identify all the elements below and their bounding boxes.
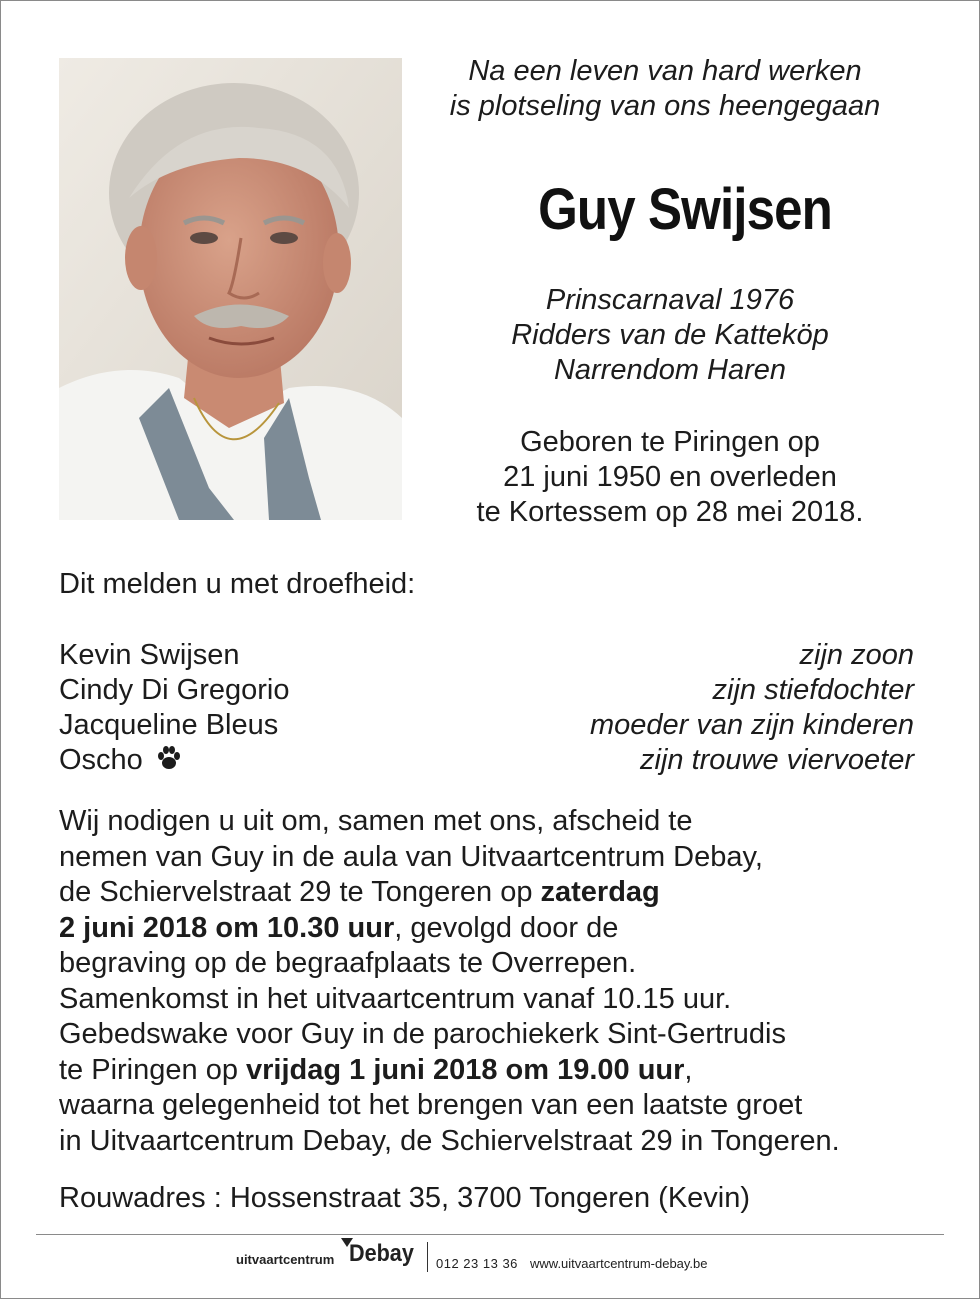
- invitation-line: [59, 1053, 939, 1089]
- family-list: [59, 638, 914, 778]
- invitation-text-span: , gevolgd door de: [394, 911, 619, 944]
- footer-website: www.uitvaartcentrum-debay.be: [530, 1256, 708, 1271]
- family-name: Oscho: [59, 744, 143, 776]
- footer-separator: [427, 1242, 428, 1272]
- invitation-text: [59, 804, 939, 1159]
- invitation-line: nemen van Guy in de aula van Uitvaartcentrum Debay,: [59, 840, 763, 873]
- birth-line-1: Geboren te Piringen op: [520, 426, 820, 458]
- family-role: zijn stiefdochter: [712, 674, 914, 706]
- family-row: [59, 673, 914, 708]
- footer-brand-name: Debay: [349, 1240, 414, 1267]
- mourning-address: Rouwadres : Hossenstraat 35, 3700 Tongeren (Kevin): [59, 1182, 751, 1214]
- family-row: [59, 743, 914, 778]
- invitation-text-span: de Schiervelstraat 29 te Tongeren op: [59, 876, 541, 908]
- invitation-line: [59, 875, 939, 911]
- family-role: zijn zoon: [799, 639, 914, 671]
- deceased-name: Guy Swijsen: [538, 177, 832, 242]
- family-name: Cindy Di Gregorio: [59, 674, 290, 706]
- footer-phone: 012 23 13 36: [436, 1256, 518, 1271]
- birth-death-details: [420, 425, 920, 530]
- invitation-text-span: te Piringen op: [59, 1053, 247, 1086]
- family-role: moeder van zijn kinderen: [589, 709, 914, 741]
- invitation-line: waarna gelegenheid tot het brengen van een laatste groet: [59, 1089, 803, 1121]
- family-row: [59, 638, 914, 673]
- family-row: [59, 708, 914, 743]
- honour-item: Prinscarnaval 1976: [545, 284, 795, 316]
- announcement-text: Dit melden u met droefheid:: [59, 568, 416, 600]
- portrait-image: [59, 58, 402, 520]
- invitation-bold-date: zaterdag: [540, 876, 660, 908]
- honours-list: [420, 283, 920, 388]
- birth-line-2: 21 juni 1950 en overleden: [503, 461, 837, 493]
- invitation-line: Wij nodigen u uit om, samen met ons, afscheid te: [59, 805, 693, 837]
- portrait-photo: [59, 58, 402, 520]
- footer-brand-prefix: uitvaartcentrum: [236, 1252, 335, 1267]
- invitation-bold-date: 2 juni 2018 om 10.30 uur: [59, 911, 395, 944]
- paw-icon: [155, 744, 183, 772]
- invitation-line: begraving op de begraafplaats te Overrepen.: [59, 947, 637, 979]
- intro-line-1: Na een leven van hard werken: [468, 55, 862, 87]
- invitation-line: Gebedswake voor Guy in de parochiekerk Sint-Gertrudis: [59, 1018, 786, 1050]
- intro-line-2: is plotseling van ons heengegaan: [449, 90, 881, 122]
- invitation-line: [59, 911, 939, 947]
- family-name: Kevin Swijsen: [59, 639, 240, 671]
- family-role: zijn trouwe viervoeter: [640, 744, 914, 776]
- honour-item: Ridders van de Katteköp: [511, 319, 829, 351]
- footer-divider: [36, 1234, 944, 1235]
- invitation-bold-date: vrijdag 1 juni 2018 om 19.00 uur: [246, 1053, 685, 1086]
- invitation-line: in Uitvaartcentrum Debay, de Schiervelstraat 29 in Tongeren.: [59, 1124, 840, 1157]
- invitation-line: Samenkomst in het uitvaartcentrum vanaf 10.15 uur.: [59, 982, 732, 1015]
- honour-item: Narrendom Haren: [553, 354, 787, 386]
- invitation-text-span: ,: [684, 1053, 693, 1086]
- footer: [0, 1242, 980, 1282]
- intro-text: [420, 54, 910, 124]
- family-name-wrapper: [59, 743, 183, 778]
- birth-line-3: te Kortessem op 28 mei 2018.: [476, 496, 864, 528]
- family-name: Jacqueline Bleus: [59, 709, 279, 741]
